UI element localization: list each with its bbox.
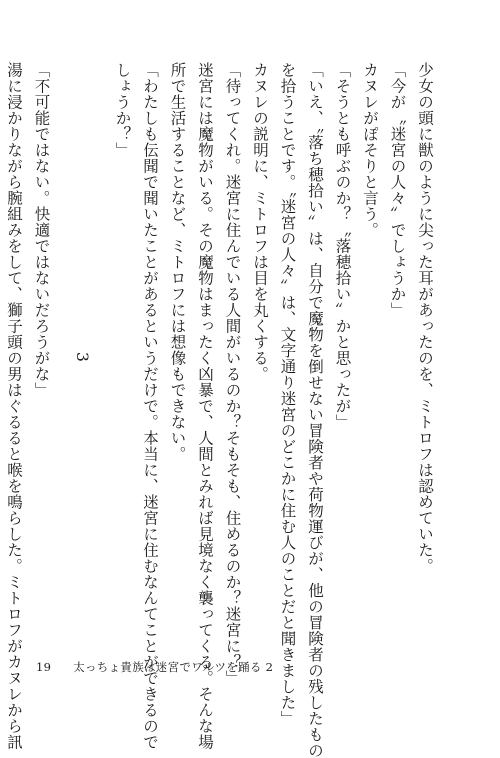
text-line: 所で生活することなど、ミトロフには想像もできない。 [168, 62, 187, 462]
text-line: 「わたしも伝聞で聞いたことがあるというだけで。本当に、迷宮に住むなんてことができるので [141, 62, 159, 750]
page-number: 19 [36, 660, 52, 674]
text-line: しょうか？」 [113, 62, 132, 158]
text-line: 迷宮には魔物がいる。その魔物はまったく凶暴で、人間とみれば見境なく襲ってくる。そんな場 [196, 62, 214, 750]
text-line: カヌレの説明に、ミトロフは目を丸くする。 [251, 62, 269, 382]
text-line: 「今が〝迷宮の人々〟でしょうか」 [388, 62, 407, 318]
text-line: カヌレがぽそりと言う。 [361, 62, 379, 238]
text-line: を拾うことです。〝迷宮の人々〟は、文字通り迷宮のどこかに住む人のことだと聞きました」 [278, 62, 297, 727]
text-line: 「不可能ではない。快適ではないだろうがな」 [32, 62, 51, 398]
text-line: 「いえ、〝落ち穂拾い〟は、自分で魔物を倒せない冒険者や荷物運びが、他の冒険者の残したもの [306, 62, 324, 758]
text-line: 「待ってくれ。迷宮に住んでいる人間がいるのか？そもそも、住めるのか？迷宮に？」 [223, 62, 242, 686]
text-line: 湯に浸かりながら腕組みをして、獅子頭の男はぐるると喉を鳴らした。ミトロフがカヌレから訊 [5, 62, 23, 750]
section-gap [55, 62, 68, 662]
section-gap [95, 62, 108, 662]
text-line: 少女の頭に獣のように尖った耳があったのを、ミトロフは認めていた。 [416, 62, 434, 574]
text-line: 「そうとも呼ぶのか？〝落穂拾い〟かと思ったが」 [333, 62, 352, 430]
page-footer [36, 659, 273, 675]
chapter-number: 3 [73, 352, 91, 363]
book-title: 太っちょ貴族は迷宮でワルツを踊る 2 [73, 660, 274, 674]
